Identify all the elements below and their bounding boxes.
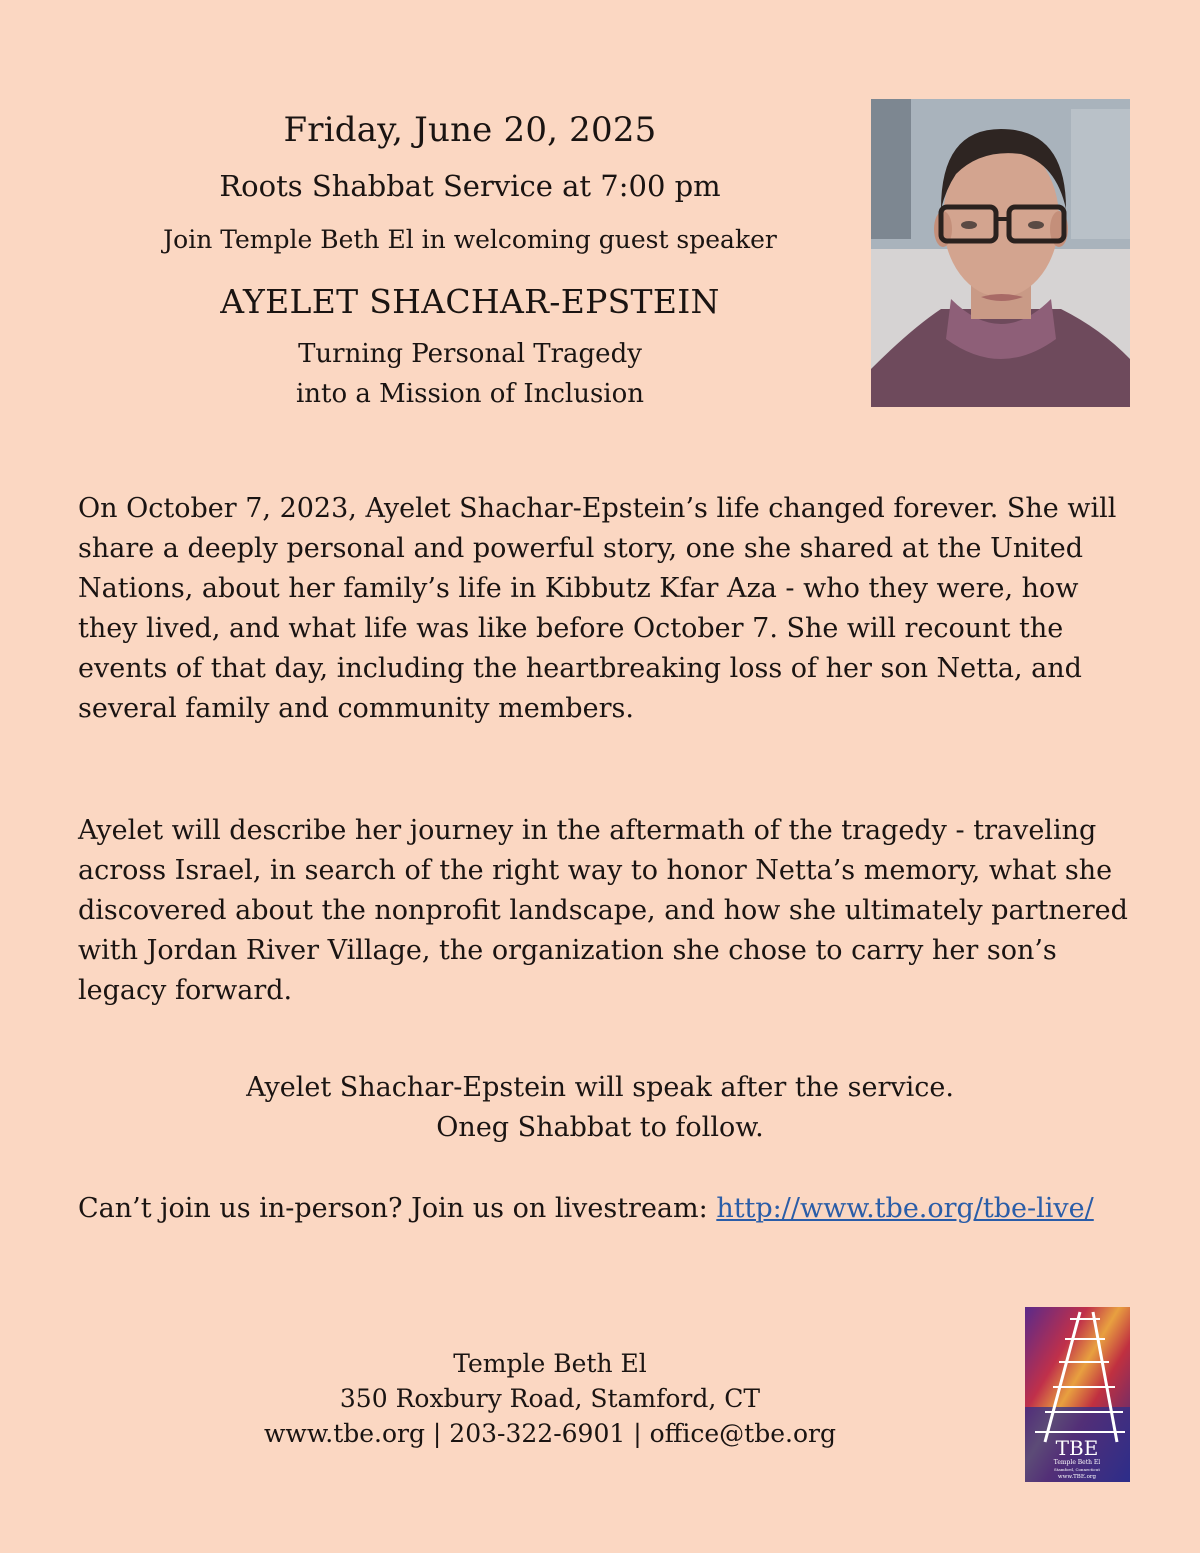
talk-title (80, 334, 860, 414)
footer-contact-info: www.tbe.org | 203-322-6901 | office@tbe.org (264, 1419, 836, 1448)
intro-line: Join Temple Beth El in welcoming guest speaker (163, 225, 777, 254)
service-time: Roots Shabbat Service at 7:00 pm (219, 169, 721, 203)
body-paragraph-1: On October 7, 2023, Ayelet Shachar-Epstein’s life changed forever. She will share a deeply personal and powerful story, one she shared at the United Nations, about her family’s life in Kibbutz Kfar Aza - who they were, how they lived, and what life was like before October 7. She will recount the events of that day, including the heartbreaking loss of her son Netta, and several family and community members. (78, 493, 1117, 724)
footer-address: 350 Roxbury Road, Stamford, CT (339, 1384, 761, 1413)
talk-title-line1: Turning Personal Tragedy (298, 339, 642, 369)
livestream-link[interactable]: http://www.tbe.org/tbe-live/ (716, 1193, 1094, 1224)
svg-text:www.TBE.org: www.TBE.org (1057, 1474, 1097, 1480)
closing-line-1: Ayelet Shachar-Epstein will speak after the service. (246, 1072, 954, 1103)
portrait-image (871, 99, 1130, 407)
livestream-prompt: Can’t join us in-person? Join us on livestream: (78, 1193, 717, 1224)
livestream-line (78, 1189, 1178, 1229)
closing-line-2: Oneg Shabbat to follow. (436, 1112, 764, 1143)
speaker-name: AYELET SHACHAR-EPSTEIN (220, 282, 720, 321)
closing-note (80, 1068, 1120, 1148)
footer-org-name: Temple Beth El (453, 1349, 647, 1378)
talk-title-line2: into a Mission of Inclusion (295, 379, 645, 409)
speaker-photo (871, 99, 1130, 407)
ladder-logo-icon (1025, 1307, 1130, 1482)
event-header (80, 100, 860, 414)
svg-text:Temple Beth El: Temple Beth El (1053, 1459, 1101, 1466)
body-paragraph-2: Ayelet will describe her journey in the aftermath of the tragedy - traveling across Israel, in search of the right way to honor Netta’s memory, what she discovered about the nonprofit landscape, and how she ultimately partnered with Jordan River Village, the organization she chose to carry her son’s legacy forward. (78, 815, 1128, 1006)
event-date: Friday, June 20, 2025 (283, 110, 657, 150)
svg-text:TBE: TBE (1055, 1436, 1099, 1460)
tbe-logo (1025, 1307, 1130, 1482)
footer-contact (230, 1346, 870, 1451)
svg-text:Stamford, Connecticut: Stamford, Connecticut (1054, 1467, 1100, 1472)
